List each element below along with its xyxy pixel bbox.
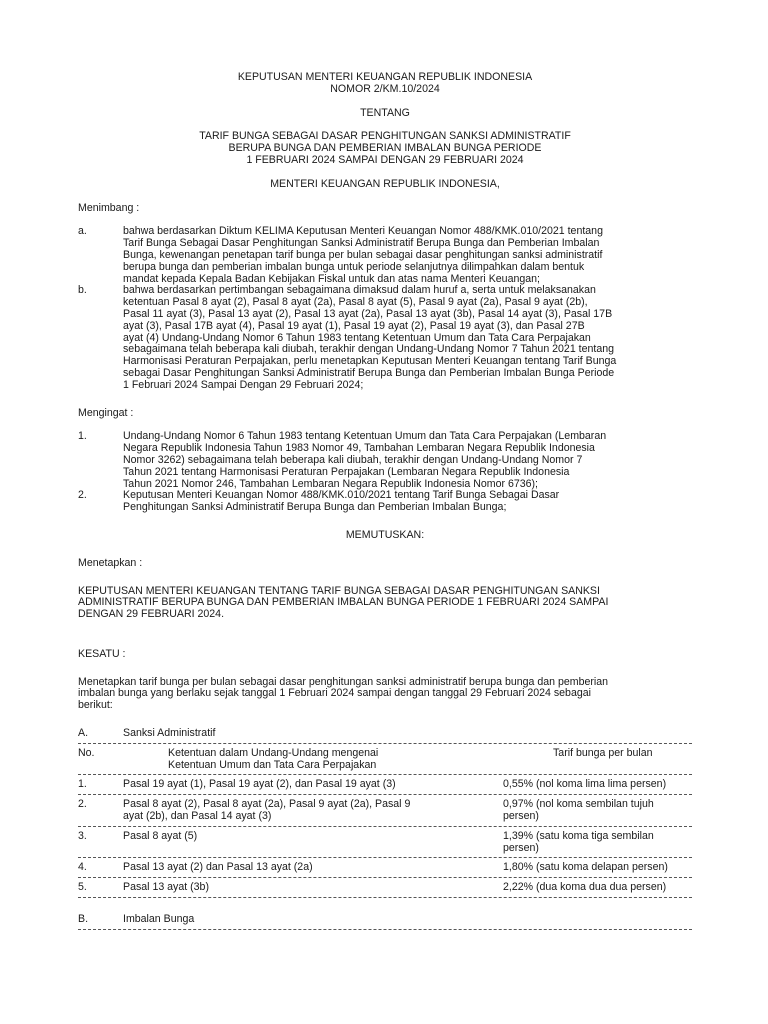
row-tarif: [503, 799, 692, 823]
text-line: berupa bunga dan pemberian imbalan bunga untuk periode selanjutnya dilimpahkan dalam bentuk: [123, 260, 585, 273]
table-divider: [78, 794, 692, 795]
row-pasal: [123, 862, 503, 874]
text-line: Pasal 13 ayat (3b): [123, 881, 209, 894]
row-number: 5.: [78, 881, 87, 894]
text-line: Undang-Undang Nomor 6 Tahun 1983 tentang Ketentuan Umum dan Tata Cara Perpajakan (Lembaran: [123, 430, 607, 443]
row-pasal: [123, 882, 503, 894]
kesatu-heading: KESATU :: [78, 647, 126, 660]
table-row: [78, 862, 692, 874]
text-line: Menetapkan tarif bunga per bulan sebagai dasar penghitungan sanksi administratif berupa bunga dan pemberian: [78, 675, 609, 688]
text-line: ayat (2b), dan Pasal 14 ayat (3): [123, 810, 272, 823]
table-row: [78, 779, 692, 791]
table-divider: [78, 877, 692, 878]
item-label: 2.: [78, 489, 87, 502]
text-line: bahwa berdasarkan Diktum KELIMA Keputusan Menteri Keuangan Nomor 488/KMK.010/2021 tentang: [123, 225, 603, 238]
text-line: Bunga, kewenangan penetapan tarif bunga per bulan sebagai dasar penghitungan sanksi administratif: [123, 248, 603, 261]
minister-line: MENTERI KEUANGAN REPUBLIK INDONESIA,: [270, 177, 500, 190]
text-line: bahwa berdasarkan pertimbangan sebagaimana dimaksud dalam huruf a, serta untuk melaksanakan: [123, 284, 596, 297]
text-line: imbalan bunga yang berlaku sejak tanggal 1 Februari 2024 sampai dengan tanggal 29 Februari 2024 sebagai: [78, 687, 591, 700]
text-line: 2,22% (dua koma dua dua persen): [503, 881, 667, 894]
text-line: sebagaimana telah beberapa kali diubah, terakhir dengan Undang-Undang Nomor 7 Tahun 2021 tentang: [123, 343, 615, 356]
table-divider: [78, 897, 692, 898]
decree-number: NOMOR 2/KM.10/2024: [330, 82, 440, 95]
column-header-no: No.: [78, 746, 95, 759]
text-line: Ketentuan Umum dan Tata Cara Perpajakan: [168, 758, 377, 771]
text-line: Ketentuan dalam Undang-Undang mengenai: [168, 746, 379, 759]
item-label: 1.: [78, 430, 87, 443]
section-label: A.: [78, 727, 89, 740]
text-line: Pasal 13 ayat (2) dan Pasal 13 ayat (2a): [123, 861, 313, 874]
text-line: 1 Februari 2024 Sampai Dengan 29 Februari 2024;: [123, 378, 364, 391]
text-line: Harmonisasi Peraturan Perpajakan, perlu menetapkan Keputusan Menteri Keuangan tentang Tarif Bunga: [123, 355, 617, 368]
row-number: 2.: [78, 798, 87, 811]
row-number: 4.: [78, 861, 87, 874]
column-header-ketentuan: [123, 748, 503, 772]
item-label: a.: [78, 225, 87, 238]
row-tarif: [503, 831, 692, 855]
text-line: Negara Republik Indonesia Tahun 1983 Nomor 49, Tambahan Lembaran Negara Republik Indonesia: [123, 442, 595, 455]
text-line: Pasal 8 ayat (2), Pasal 8 ayat (2a), Pasal 9 ayat (2a), Pasal 9: [123, 798, 411, 811]
text-line: ketentuan Pasal 8 ayat (2), Pasal 8 ayat (2a), Pasal 8 ayat (5), Pasal 9 ayat (2a), Pasal 9 ayat (2b),: [123, 296, 588, 309]
mengingat-heading: Mengingat :: [78, 406, 134, 419]
text-line: KEPUTUSAN MENTERI KEUANGAN TENTANG TARIF BUNGA SEBAGAI DASAR PENGHITUNGAN SANKSI: [78, 584, 600, 597]
table-divider: [78, 743, 692, 744]
table-divider: [78, 774, 692, 775]
item-text: [123, 490, 692, 514]
row-pasal: [123, 779, 503, 791]
decree-title: KEPUTUSAN MENTERI KEUANGAN REPUBLIK INDONESIA: [237, 71, 533, 83]
row-pasal: [123, 831, 503, 855]
section-label: B.: [78, 913, 89, 926]
row-number: 1.: [78, 778, 87, 791]
menetapkan-text: [78, 586, 692, 621]
text-line: Tahun 2021 tentang Harmonisasi Peraturan Perpajakan (Lembaran Negara Republik Indonesia: [123, 465, 570, 478]
text-line: Pasal 8 ayat (5): [123, 829, 198, 842]
section-title: Imbalan Bunga: [123, 913, 195, 926]
text-line: mandat kepada Kepala Badan Kebijakan Fiskal untuk dan atas nama Menteri Keuangan;: [123, 272, 540, 285]
row-number: 3.: [78, 829, 87, 842]
item-text: [123, 226, 692, 285]
document-page: [78, 72, 692, 934]
table-row: [78, 882, 692, 894]
section-b-heading: [78, 914, 692, 926]
table-header: [78, 748, 692, 772]
text-line: persen): [503, 810, 539, 823]
subject-line-2: BERUPA BUNGA DAN PEMBERIAN IMBALAN BUNGA PERIODE: [228, 142, 542, 155]
menetapkan-heading: Menetapkan :: [78, 556, 143, 569]
text-line: Penghitungan Sanksi Administratif Berupa Bunga dan Pemberian Imbalan Bunga;: [123, 501, 507, 514]
menimbang-item-a: [78, 226, 692, 285]
row-tarif: [503, 862, 692, 874]
text-line: ayat (3), Pasal 17B ayat (4), Pasal 19 ayat (1), Pasal 19 ayat (2), Pasal 19 ayat (3), dan Pasal 27B: [123, 319, 585, 332]
table-divider: [78, 857, 692, 858]
item-text: [123, 285, 692, 391]
table-divider: [78, 826, 692, 827]
memutuskan-heading: MEMUTUSKAN:: [345, 528, 425, 541]
text-line: Keputusan Menteri Keuangan Nomor 488/KMK.010/2021 tentang Tarif Bunga Sebagai Dasar: [123, 489, 560, 502]
menimbang-item-b: [78, 285, 692, 391]
text-line: ayat (4) Undang-Undang Nomor 6 Tahun 1983 tentang Ketentuan Umum dan Tata Cara Perpajakan: [123, 331, 591, 344]
table-row: [78, 831, 692, 855]
row-tarif: [503, 779, 692, 791]
text-line: Nomor 3262) sebagaimana telah beberapa kali diubah, terakhir dengan Undang-Undang Nomor 7: [123, 453, 583, 466]
text-line: Tarif Bunga Sebagai Dasar Penghitungan Sanksi Administratif Berupa Bunga dan Pemberian Imbalan: [123, 237, 600, 250]
text-line: Tahun 2021 Nomor 246, Tambahan Lembaran Negara Republik Indonesia Nomor 6736);: [123, 477, 538, 490]
text-line: DENGAN 29 FEBRUARI 2024.: [78, 608, 225, 621]
text-line: 1,39% (satu koma tiga sembilan: [503, 829, 654, 842]
text-line: Pasal 19 ayat (1), Pasal 19 ayat (2), dan Pasal 19 ayat (3): [123, 778, 396, 791]
text-line: ADMINISTRATIF BERUPA BUNGA DAN PEMBERIAN IMBALAN BUNGA PERIODE 1 FEBRUARI 2024 SAMPAI: [78, 596, 609, 609]
kesatu-text: [78, 677, 692, 712]
row-tarif: [503, 882, 692, 894]
text-line: 0,55% (nol koma lima lima persen): [503, 778, 667, 791]
text-line: sebagai Dasar Penghitungan Sanksi Administratif Berupa Bunga dan Pemberian Imbalan Bunga Periode: [123, 366, 615, 379]
text-line: 1,80% (satu koma delapan persen): [503, 861, 668, 874]
column-header-tarif: Tarif bunga per bulan: [553, 746, 653, 759]
subject-line-1: TARIF BUNGA SEBAGAI DASAR PENGHITUNGAN SANKSI ADMINISTRATIF: [199, 130, 571, 143]
tentang-label: TENTANG: [360, 106, 410, 119]
table-row: [78, 799, 692, 823]
table-divider: [78, 929, 692, 930]
document-header: [78, 72, 692, 191]
section-a-heading: [78, 728, 692, 740]
text-line: Pasal 11 ayat (3), Pasal 13 ayat (2), Pasal 13 ayat (2a), Pasal 13 ayat (3b), Pasal 14 ayat (3), Pasal 17B: [123, 307, 613, 320]
text-line: 0,97% (nol koma sembilan tujuh: [503, 798, 654, 811]
mengingat-item-1: [78, 431, 692, 490]
item-text: [123, 431, 692, 490]
text-line: berikut:: [78, 699, 113, 712]
section-title: Sanksi Administratif: [123, 727, 216, 740]
item-label: b.: [78, 284, 87, 297]
mengingat-item-2: [78, 490, 692, 514]
menimbang-heading: Menimbang :: [78, 201, 140, 214]
text-line: persen): [503, 841, 539, 854]
subject-line-3: 1 FEBRUARI 2024 SAMPAI DENGAN 29 FEBRUARI 2024: [246, 153, 524, 166]
row-pasal: [123, 799, 503, 823]
